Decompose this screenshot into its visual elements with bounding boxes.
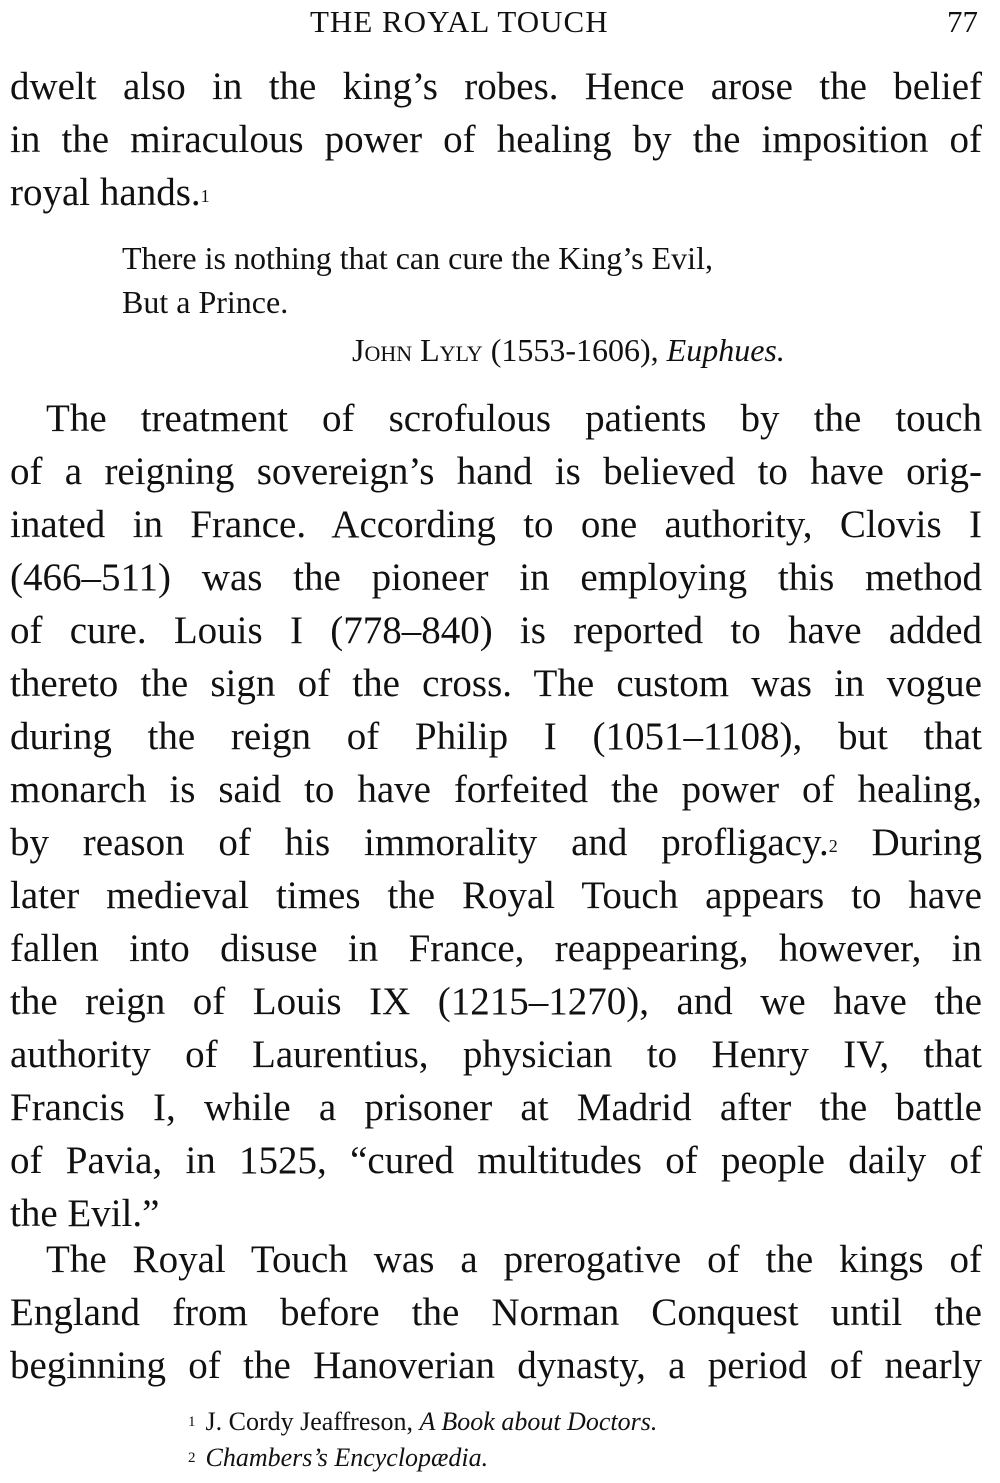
text-line: of cure. Louis I (778–840) is reported to have added	[10, 609, 982, 652]
footnotes	[188, 1404, 888, 1476]
footnote-title: Chambers’s Encyclopædia.	[205, 1443, 489, 1472]
text-line: inated in France. According to one authority, Clovis I	[10, 503, 982, 546]
footnote-title: A Book about Doctors.	[419, 1407, 658, 1436]
footnote-mark: 1	[188, 1414, 196, 1430]
text-line: of Pavia, in 1525, “cured multitudes of people daily of	[10, 1139, 982, 1182]
footnote	[188, 1404, 888, 1440]
quote-work: Euphues.	[666, 332, 785, 368]
quote-attribution	[352, 332, 785, 369]
footnote-reference: 1	[200, 186, 210, 206]
text-line: the Evil.”	[10, 1192, 160, 1235]
text-line: The Royal Touch was a prerogative of the kings of	[46, 1238, 982, 1281]
footnote	[188, 1440, 888, 1476]
text-line: Francis I, while a prisoner at Madrid after the battle	[10, 1086, 982, 1129]
text-line: dwelt also in the king’s robes. Hence arose the belief	[10, 65, 982, 108]
quote-line: But a Prince.	[122, 284, 289, 320]
text-fragment: During	[837, 821, 982, 864]
page-header	[0, 4, 1000, 40]
text-line: England from before the Norman Conquest until the	[10, 1291, 982, 1334]
text-line	[10, 816, 982, 869]
quote-line: There is nothing that can cure the King’s Evil,	[122, 240, 713, 276]
text-line: fallen into disuse in France, reappearing, however, in	[10, 927, 982, 970]
text-line: beginning of the Hanoverian dynasty, a period of nearly	[10, 1344, 982, 1387]
text-line: of a reigning sovereign’s hand is believed to have orig-	[10, 450, 982, 493]
quote-dates: (1553-1606),	[482, 332, 667, 368]
text-line: (466–511) was the pioneer in employing this method	[10, 556, 982, 599]
quote-author: John Lyly	[352, 332, 483, 368]
text-line: thereto the sign of the cross. The custom was in vogue	[10, 662, 982, 705]
text-fragment: by reason of his immorality and profligacy.	[10, 821, 829, 864]
block-quote	[122, 236, 942, 324]
text-line	[10, 166, 982, 219]
text-line: authority of Laurentius, physician to Henry IV, that	[10, 1033, 982, 1076]
text-line: The treatment of scrofulous patients by the touch	[46, 397, 982, 440]
text-line: during the reign of Philip I (1051–1108), but that	[10, 715, 982, 758]
running-title: THE ROYAL TOUCH	[310, 4, 609, 39]
footnote-reference: 2	[828, 836, 838, 856]
footnote-text: J. Cordy Jeaffreson,	[205, 1407, 420, 1436]
footnote-mark: 2	[188, 1450, 196, 1466]
paragraph-1	[10, 60, 982, 219]
paragraph-3	[10, 1233, 982, 1392]
page-number: 77	[947, 4, 978, 39]
paragraph-2	[10, 392, 982, 1240]
text-line: later medieval times the Royal Touch appears to have	[10, 874, 982, 917]
text-line: monarch is said to have forfeited the power of healing,	[10, 768, 982, 811]
text-line: in the miraculous power of healing by the imposition of	[10, 118, 982, 161]
text-line: the reign of Louis IX (1215–1270), and we have the	[10, 980, 982, 1023]
text-fragment: royal hands.	[10, 171, 201, 214]
